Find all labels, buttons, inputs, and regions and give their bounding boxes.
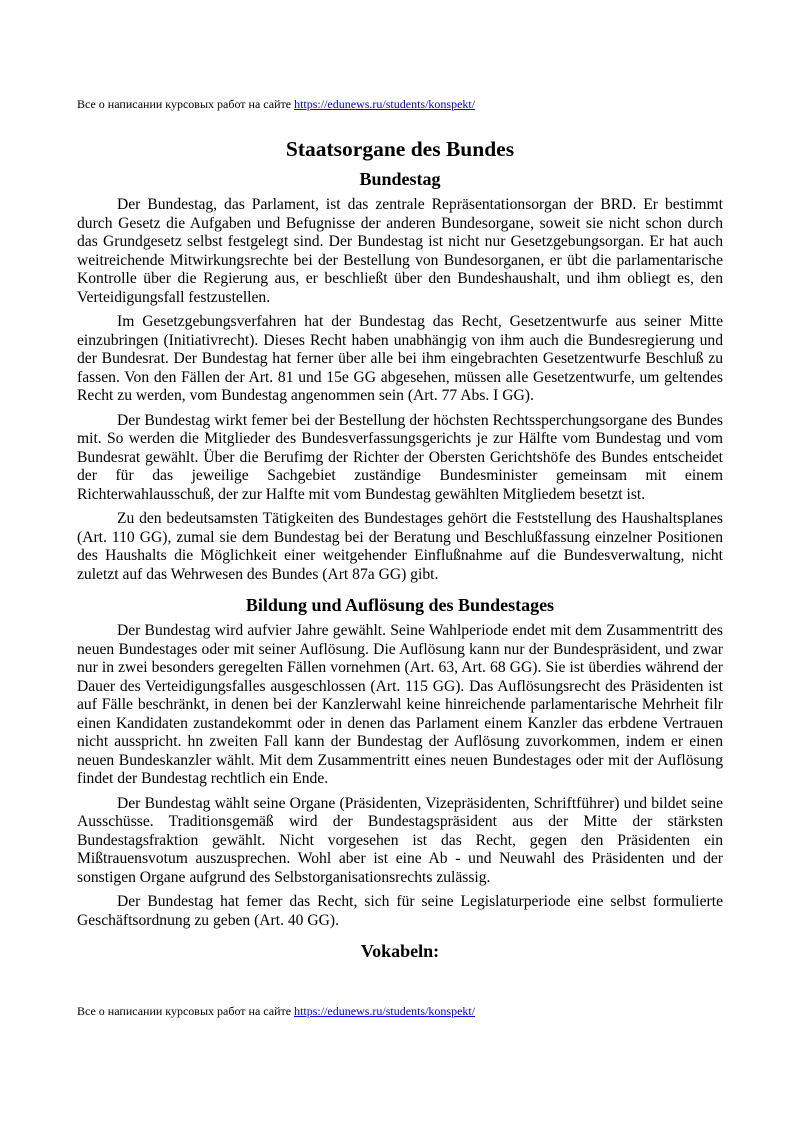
paragraph: Zu den bedeutsamsten Tätigkeiten des Bundestages gehört die Feststellung des Haushaltsplanes (Art. 110 GG), zumal sie dem Bundestag bei der Beratung und Beschlußfassung einzelner Positionen des Haushalts die Möglichkeit einer weitgehender Einflußnahme auf die Bundesverwaltung, nicht zuletzt auf das Wehrwesen des Bundes (Art 87a GG) gibt. (77, 510, 723, 583)
paragraph: Der Bundestag wird aufvier Jahre gewählt. Seine Wahlperiode endet mit dem Zusammentritt des neuen Bundestages oder mit seiner Auflösung. Die Auflösung kann nur der Bundespräsident, und zwar nur in zwei besonders geregelten Fällen vornehmen (Art. 63, Art. 68 GG). Sie ist überdies während der Dauer des Verteidigungsfalles ausgeschlossen (Art. 115 GG). Das Auflösungsrecht des Präsidenten ist auf Fälle beschränkt, in denen bei der Kanzlerwahl keine hinreichende parlamentarische Mehrheit filr einen Kandidaten zustandekommt oder in denen das Parlament einem Kanzler das erbdene Vertrauen nicht ausspricht. hn zweiten Fall kann der Bundestag der Auflösung zuvorkommen, indem er einen neuen Bundeskanzler wählt. Mit dem Zusammentritt eines neuen Bundestages oder mit der Auflösung findet der Bundestag rechtlich ein Ende. (77, 622, 723, 787)
paragraph: Der Bundestag, das Parlament, ist das zentrale Repräsentationsorgan der BRD. Er bestimmt durch Gesetz die Aufgaben und Befugnisse der anderen Bundesorgane, soweit sie nicht schon durch das Grundgesetz selbst festgelegt sind. Der Bundestag ist nicht nur Gesetzgebungsorgan. Er hat auch weitreichende Mitwirkungsrechte bei der Bestellung von Bundesorganen, er übt die parlamentarische Kontrolle über die Regierung aus, er beschließt über den Bundeshaushalt, und ihm obliegt es, den Verteidigungsfall festzustellen. (77, 196, 723, 306)
section-heading-vokabeln: Vokabeln: (360, 941, 440, 961)
footer-note (77, 1004, 475, 1018)
paragraph: Der Bundestag hat femer das Recht, sich für seine Legislaturperiode eine selbst formulierte Geschäftsordnung zu geben (Art. 40 GG). (77, 893, 723, 929)
section-heading-bildung: Bildung und Auflösung des Bundestages (245, 595, 555, 615)
header-note (77, 97, 475, 111)
document-title: Staatsorgane des Bundes (285, 137, 515, 161)
section-heading-bundestag: Bundestag (359, 169, 441, 189)
header-note-text: Все о написании курсовых работ на сайте (77, 97, 295, 111)
header-note-link[interactable]: https://edunews.ru/students/konspekt/ (294, 97, 476, 111)
paragraph: Der Bundestag wählt seine Organe (Präsidenten, Vizepräsidenten, Schriftführer) und bildet seine Ausschüsse. Traditionsgemäß wird der Bundestagspräsident aus der Mitte der stärksten Bundestagsfraktion gewählt. Nicht vorgesehen ist das Recht, gegen den Präsidenten ein Mißtrauensvotum auszusprechen. Wohl aber ist eine Ab - und Neuwahl des Präsidenten und der sonstigen Organe aufgrund des Selbstorganisationsrechts zulässig. (77, 794, 723, 886)
footer-note-link[interactable]: https://edunews.ru/students/konspekt/ (294, 1004, 476, 1018)
document-content (77, 134, 723, 966)
paragraph: Im Gesetzgebungsverfahren hat der Bundestag das Recht, Gesetzentwurfe aus seiner Mitte einzubringen (Initiativrecht). Dieses Recht haben unabhängig von ihm auch die Bundesregierung und der Bundesrat. Der Bundestag hat ferner über alle bei ihm eingebrachten Gesetzentwurfe Beschluß zu fassen. Von den Fällen der Art. 81 und 15e GG abgesehen, müssen alle Gesetzentwurfe, um geltendes Recht zu werden, vom Bundestag angenommen sein (Art. 77 Abs. I GG). (77, 313, 723, 404)
footer-note-text: Все о написании курсовых работ на сайте (77, 1004, 295, 1018)
paragraph: Der Bundestag wirkt femer bei der Bestellung der höchsten Rechtssperchungsorgane des Bundes mit. So werden die Mitglieder des Bundesverfassungsgerichts je zur Hälfte vom Bundestag und vom Bundesrat gewählt. Über die Berufimg der Richter der Obersten Gerichtshöfe des Bundes entscheidet der für das jeweilige Sachgebiet zuständige Bundesminister gemeinsam mit einem Richterwahlausschuß, der zur Halfte mit vom Bundestag gewählten Mitgliedem besetzt ist. (77, 411, 723, 503)
